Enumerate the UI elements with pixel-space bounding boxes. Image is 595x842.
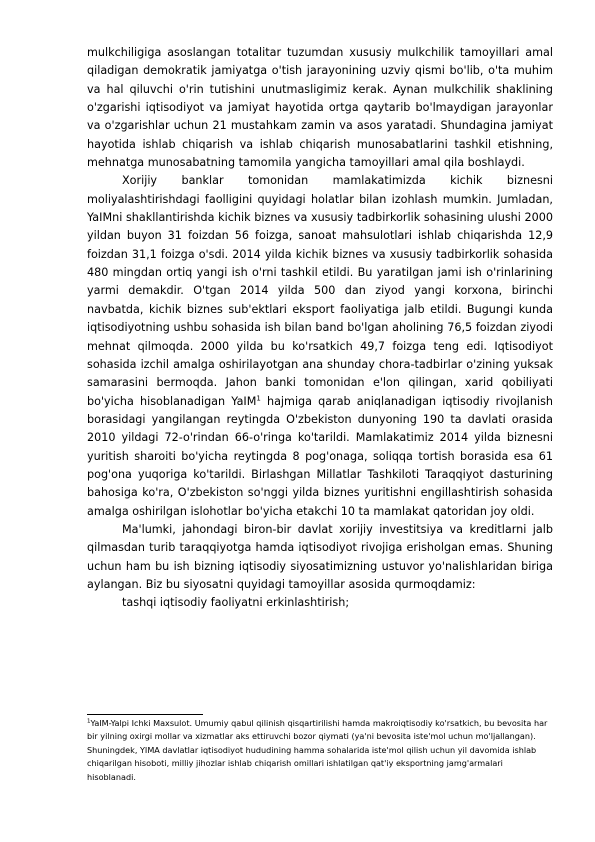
footnote-marker: 1 [87, 718, 91, 725]
footnote [87, 717, 553, 784]
paragraph-1: mulkchiligiga asoslangan totalitar tuzumdan xususiy mulkchilik tamoyillari amal qiladigan demokratik jamiyatga o'tish jarayonining uzviy qismi bo'lib, o'ta muhim va hal qiluvchi o'rin tutishini unutmasligimiz kerak. Aynan mulkchilik shaklining o'zgarishi iqtisodiyot va jamiyat hayotida ortga qaytarib bo'lmaydigan jarayonlar va o'zgarishlar uchun 21 mustahkam zamin va asos yaratadi. Shundagina jamiyat hayotida ishlab chiqarish va ishlab chiqarish munosabatlarini tashkil etishning, mehnatga munosabatning tamomila yangicha tamoyillari amal qila boshlaydi. [87, 46, 553, 170]
paragraph-4: tashqi iqtisodiy faoliyatni erkinlashtirish; [122, 596, 350, 610]
footnote-separator [87, 714, 203, 715]
paragraph-2-text-b: hajmiga qarab aniqlanadigan iqtisodiy rivojlanish borasidagi yangilangan reytingda O'zbekiston dunyoning 190 ta davlati orasida 2010 yildagi 72-o'rindan 66-o'ringa ko'tarildi. Mamlakatimiz 2014 yilda biznesni yuritish sharoiti bo'yicha reytingda 8 pog'onaga, soliqqa tortish borasida esa 61 pog'ona yuqoriga ko'tarildi. Birlashgan Millatlar Tashkiloti Taraqqiyot dasturining bahosiga ko'ra, O'zbekiston so'nggi yilda biznes yuritishni engillashtirish sohasida amalga oshirilgan islohotlar bo'yicha etakchi 10 ta mamlakat qatoridan joy oldi. [87, 394, 553, 518]
paragraph-2-text-a: Xorijiy banklar tomonidan mamlakatimizda kichik biznesni moliyalashtirishdagi faolligini quyidagi holatlar bilan izohlash mumkin. Jumladan, YaIMni shakllantirishda kichik biznes va xususiy tadbirkorlik sohasining ulushi 2000 yildan buyon 31 foizdan 56 foizga, sanoat mahsulotlari ishlab chiqarishda 12,9 foizdan 31,1 foizga o'sdi. 2014 yilda kichik biznes va xususiy tadbirkorlik sohasida 480 mingdan ortiq yangi ish o'rni tashkil etildi. Bu yaratilgan jami ish o'rinlarining yarmi demakdir. O'tgan 2014 yilda 500 dan ziyod yangi korxona, birinchi navbatda, kichik biznes sub'ektlari eksport faoliyatiga jalb etildi. Bugungi kunda iqtisodiyotning ushbu sohasida ish bilan band bo'lgan aholining 76,5 foizdan ziyodi mehnat qilmoqda. 2000 yilda bu ko'rsatkich 49,7 foizga teng edi. Iqtisodiyot sohasida izchil amalga oshirilayotgan ana shunday chora-tadbirlar o'zining yuksak samarasini bermoqda. Jahon banki tomonidan e'lon qilingan, xarid qobiliyati bo'yicha hisoblanadigan YaIM [87, 174, 553, 408]
paragraph-3: Ma'lumki, jahondagi biron-bir davlat xorijiy investitsiya va kreditlarni jalb qilmasdan turib taraqqiyotga hamda iqtisodiyot rivojiga erisholgan emas. Shuning uchun ham bu ish bizning iqtisodiy siyosatimizning ustuvor yo'nalishlaridan biriga aylangan. Biz bu siyosatni quyidagi tamoyillar asosida qurmoqdamiz: [87, 522, 553, 591]
footnote-reference[interactable]: 1 [256, 393, 261, 402]
paragraph-2 [87, 172, 553, 521]
footnote-text: YaIM-Yalpi Ichki Maxsulot. Umumiy qabul qilinish qisqartirilishi hamda makroiqtisodiy ko'rsatkich, bu bevosita har bir yilning oxirgi mollar va xizmatlar aks ettiruvchi bozor qiymati (ya'ni bevosita iste'mol uchun mo'ljallangan). Shuningdek, YIMA davlatlar iqtisodiyot hududining hamma sohalarida iste'mol qilish uchun yil davomida ishlab chiqarilgan hisoboti, milliy jihozlar ishlab chiqarish omillari ishlatilgan qat'iy eksportning jamg'armalari hisoblanadi. [87, 718, 548, 782]
document-body [87, 44, 553, 613]
